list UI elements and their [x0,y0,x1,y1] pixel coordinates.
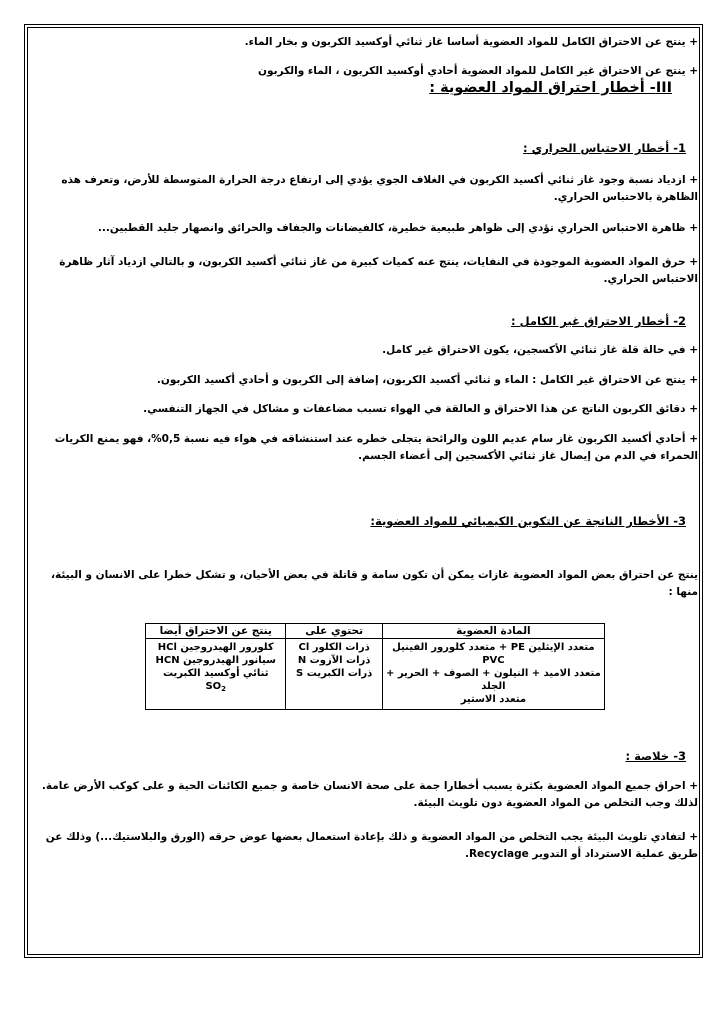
material-line: PVC [482,655,505,666]
section1-paragraph: + ازدياد نسبة وجود غاز ثنائي أكسيد الكربون في الغلاف الجوي يؤدي إلى ارتفاع درجة الحرارة المتوسطة للأرض، وتعرف هذه الظاهرة بالاحتباس الحراري. [61,174,698,203]
contains-line: ذرات الكلور Cl [298,642,370,653]
section2-heading: 2- أخطار الاحتراق غير الكامل : [511,314,686,328]
intro-complete-combustion: + ينتج عن الاحتراق الكامل للمواد العضوية أساسا غاز ثنائي أوكسيد الكربون و بخار الماء. [244,36,698,48]
section2-paragraph: + أحادي أكسيد الكربون غاز سام عديم اللون والرائحة يتجلى خطره عند استنشاقه في هواء فيه نسبة 0,5%، فهو يمنع الكريات الحمراء في الدم من إيصال غاز ثنائي الأكسجين إلى أعضاء الجسم. [54,433,698,462]
section2-paragraph: + في حالة قلة غاز ثنائي الأكسجين، يكون الاحتراق غير كامل. [382,344,698,356]
section3-intro: ينتج عن احتراق بعض المواد العضوية غازات يمكن أن تكون سامة و قاتلة في بعض الأحيان، و تشكل خطرا على الانسان و البيئة، منها : [51,569,698,598]
section1-heading: 1- أخطار الاحتباس الحراري : [523,141,686,155]
produces-line: كلورور الهيدروجين HCl [157,642,274,653]
material-line: متعدد الاستير [460,694,527,705]
material-line: متعدد الاميد + النيلون + الصوف + الحرير + [385,668,601,679]
header-produces: ينتج عن الاحتراق أيضا [146,624,286,639]
conclusion-paragraph: + لتفادي تلويث البيئة يجب التخلص من المواد العضوية و ذلك بإعادة استعمال بعضها عوض حرقه (الورق والبلاستيك...) وذلك عن طريق عملية الاسترداد أو التدوير Recyclage. [45,831,698,860]
section1-paragraph: + ظاهرة الاحتباس الحراري تؤدي إلى ظواهر طبيعية خطيرة، كالفيضانات والجفاف والحرائق وانصهار جليد القطبين... [97,222,698,234]
contains-line: ذرات الآزوت N [297,655,371,666]
so2-base: SO [205,681,222,692]
header-material: المادة العضوية [382,624,604,639]
page-title: III- أخطار احتراق المواد العضوية : [429,80,672,96]
conclusion-heading: 3- خلاصة : [625,749,686,763]
conclusion-paragraph: + احراق جميع المواد العضوية بكثرة يسبب أخطارا جمة على صحة الانسان خاصة و جميع الكائنات الحية و على كوكب الأرض عامة. لذلك وجب التخلص من المواد العضوية دون تلويث البيئة. [41,780,698,809]
section3-heading: 3- الأخطار الناتجة عن التكوين الكيميائي للمواد العضوية: [370,514,686,528]
materials-cell [382,639,604,710]
contains-line: ذرات الكبريت S [296,668,373,679]
section1-paragraph: + حرق المواد العضوية الموجودة في النفايات، ينتج عنه كميات كبيرة من غاز ثنائي أكسيد الكربون، و بالتالي ازدياد آثار ظاهرة الاحتباس الحراري. [59,256,698,285]
produces-line: سيانور الهيدروجين HCN [155,655,276,666]
header-contains: تحتوي على [286,624,382,639]
section2-paragraph: + ينتج عن الاحتراق غير الكامل : الماء و ثنائي أكسيد الكربون، إضافة إلى الكربون و أحادي أكسيد الكربون. [156,374,698,386]
table-row [146,639,605,710]
table-header-row [146,624,605,639]
contains-cell [286,639,382,710]
material-line: متعدد الإيثلين PE + متعدد كلورور الفينيل [392,642,595,653]
section2-paragraph: + دقائق الكربون الناتج عن هذا الاحتراق و العالقة في الهواء تسبب مضاعفات و مشاكل في الجهاز التنفسي. [143,403,698,415]
so2-formula [149,680,282,696]
material-line: الجلد [481,681,506,692]
inner-page-border [27,27,700,955]
produces-cell [146,639,286,710]
intro-incomplete-combustion: + ينتج عن الاحتراق غير الكامل للمواد العضوية أحادي أوكسيد الكربون ، الماء والكربون [258,65,698,77]
produces-line: ثنائي أوكسيد الكبريت [162,668,269,679]
combustion-gases-table [145,623,605,710]
so2-subscript: 2 [221,685,227,693]
